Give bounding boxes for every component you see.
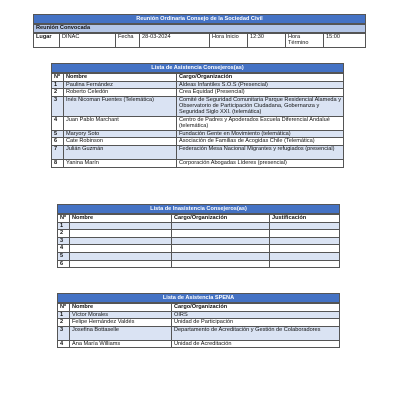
consejeros-table (51, 73, 344, 168)
table-row (58, 340, 340, 348)
spena-header-row (58, 304, 340, 312)
meeting-title: Reunión Ordinaria Consejo de la Sociedad Civil (33, 14, 366, 24)
col-header-nombre: Nombre (70, 215, 172, 223)
row-num: 4 (58, 245, 70, 253)
table-row (58, 230, 340, 238)
row-nombre: Ana María Williams (70, 340, 172, 348)
row-nombre: Cate Robinson (64, 138, 177, 146)
inasistencia-table (57, 214, 340, 268)
row-justificacion (270, 260, 340, 268)
row-nombre: Paulina Fernández (64, 81, 177, 89)
col-header-num: Nº (58, 215, 70, 223)
row-num: 3 (52, 96, 64, 116)
row-justificacion (270, 230, 340, 238)
row-num: 7 (52, 145, 64, 159)
row-justificacion (270, 252, 340, 260)
consejeros-block (51, 63, 344, 168)
row-nombre: Josefina Bottaselle (70, 326, 172, 340)
row-nombre (70, 252, 172, 260)
spena-table (57, 303, 340, 348)
row-cargo: Federación Mesa Nacional Migrantes y refugiados (presencial) (177, 145, 344, 159)
row-nombre (70, 245, 172, 253)
row-num: 2 (58, 319, 70, 327)
row-num: 5 (52, 130, 64, 138)
row-cargo: OIRS (172, 311, 340, 319)
hora-inicio-label: Hora Inicio (210, 33, 248, 47)
row-cargo: Aldeas Infantiles S.O.S (Presencial) (177, 81, 344, 89)
table-row (58, 260, 340, 268)
row-nombre: Maryory Soto (64, 130, 177, 138)
row-cargo (172, 252, 270, 260)
row-cargo: Asociación de Familias de Acogidas Chile (Telemática) (177, 138, 344, 146)
col-header-cargo: Cargo/Organización (172, 215, 270, 223)
spena-title: Lista de Asistencia SPENA (57, 293, 340, 303)
row-nombre (70, 260, 172, 268)
hora-inicio-value: 12:30 (248, 33, 286, 47)
row-num: 3 (58, 326, 70, 340)
meeting-details-table (33, 33, 366, 48)
row-cargo (172, 222, 270, 230)
spena-block (57, 293, 340, 348)
fecha-label: Fecha (116, 33, 140, 47)
row-cargo: Corporación Abogadas Líderes (presencial) (177, 159, 344, 167)
row-cargo (172, 230, 270, 238)
row-cargo: Unidad de Participación (172, 319, 340, 327)
meeting-block (33, 14, 366, 48)
row-num: 6 (52, 138, 64, 146)
col-header-num: Nº (58, 304, 70, 312)
hora-termino-value: 15:00 (324, 33, 366, 47)
row-cargo: Centro de Padres y Apoderados Escuela Diferencial Andalué (telemática) (177, 116, 344, 130)
row-nombre: Roberto Celedón (64, 89, 177, 97)
row-num: 1 (52, 81, 64, 89)
row-num: 5 (58, 252, 70, 260)
col-header-nombre: Nombre (64, 74, 177, 82)
table-row (52, 145, 344, 159)
row-nombre: Julián Guzmán (64, 145, 177, 159)
table-row (58, 245, 340, 253)
row-justificacion (270, 222, 340, 230)
row-nombre: Víctor Morales (70, 311, 172, 319)
consejeros-header-row (52, 74, 344, 82)
row-num: 4 (52, 116, 64, 130)
row-num: 1 (58, 311, 70, 319)
row-cargo: Unidad de Acreditación (172, 340, 340, 348)
row-cargo (172, 245, 270, 253)
table-row (58, 326, 340, 340)
col-header-justificacion: Justificación (270, 215, 340, 223)
row-cargo: Departamento de Acreditación y Gestión de Colaboradores (172, 326, 340, 340)
lugar-value: DINAC (60, 33, 116, 47)
table-row (58, 319, 340, 327)
table-row (58, 222, 340, 230)
row-justificacion (270, 237, 340, 245)
row-nombre (70, 222, 172, 230)
row-num: 8 (52, 159, 64, 167)
row-cargo (172, 260, 270, 268)
row-cargo: Crea Equidad (Presencial) (177, 89, 344, 97)
row-nombre: Inés Nicoman Fuentes (Telemática) (64, 96, 177, 116)
row-cargo: Comité de Seguridad Comunitaria Parque Residencial Alameda y Observatorio de Participación Ciudadana, Gobernanza y Seguridad Siglo XXI. (telemática) (177, 96, 344, 116)
row-nombre (70, 230, 172, 238)
row-nombre: Yanina Marín (64, 159, 177, 167)
row-num: 6 (58, 260, 70, 268)
table-row (52, 81, 344, 89)
hora-termino-label: Hora Término (286, 33, 324, 47)
row-nombre: Juan Pablo Marchant (64, 116, 177, 130)
table-row (52, 130, 344, 138)
table-row (52, 159, 344, 167)
consejeros-title: Lista de Asistencia Consejeros(as) (51, 63, 344, 73)
table-row (58, 237, 340, 245)
table-row (52, 116, 344, 130)
table-row (58, 252, 340, 260)
row-num: 3 (58, 237, 70, 245)
col-header-cargo: Cargo/Organización (172, 304, 340, 312)
row-num: 2 (58, 230, 70, 238)
row-justificacion (270, 245, 340, 253)
row-num: 4 (58, 340, 70, 348)
row-cargo (172, 237, 270, 245)
inasistencia-title: Lista de Inasistencia Consejeros(as) (57, 204, 340, 214)
row-nombre (70, 237, 172, 245)
table-row (52, 89, 344, 97)
col-header-num: Nº (52, 74, 64, 82)
fecha-value: 28-03-2024 (140, 33, 210, 47)
row-nombre: Felipe Hernández Valdés (70, 319, 172, 327)
table-row (52, 96, 344, 116)
row-num: 1 (58, 222, 70, 230)
col-header-cargo: Cargo/Organización (177, 74, 344, 82)
convocada-label: Reunión Convocada (33, 24, 366, 33)
lugar-label: Lugar (34, 33, 60, 47)
inasistencia-block (57, 204, 340, 268)
row-cargo: Fundación Gente en Movimiento (telemática) (177, 130, 344, 138)
row-num: 2 (52, 89, 64, 97)
col-header-nombre: Nombre (70, 304, 172, 312)
table-row (52, 138, 344, 146)
table-row (58, 311, 340, 319)
inasistencia-header-row (58, 215, 340, 223)
